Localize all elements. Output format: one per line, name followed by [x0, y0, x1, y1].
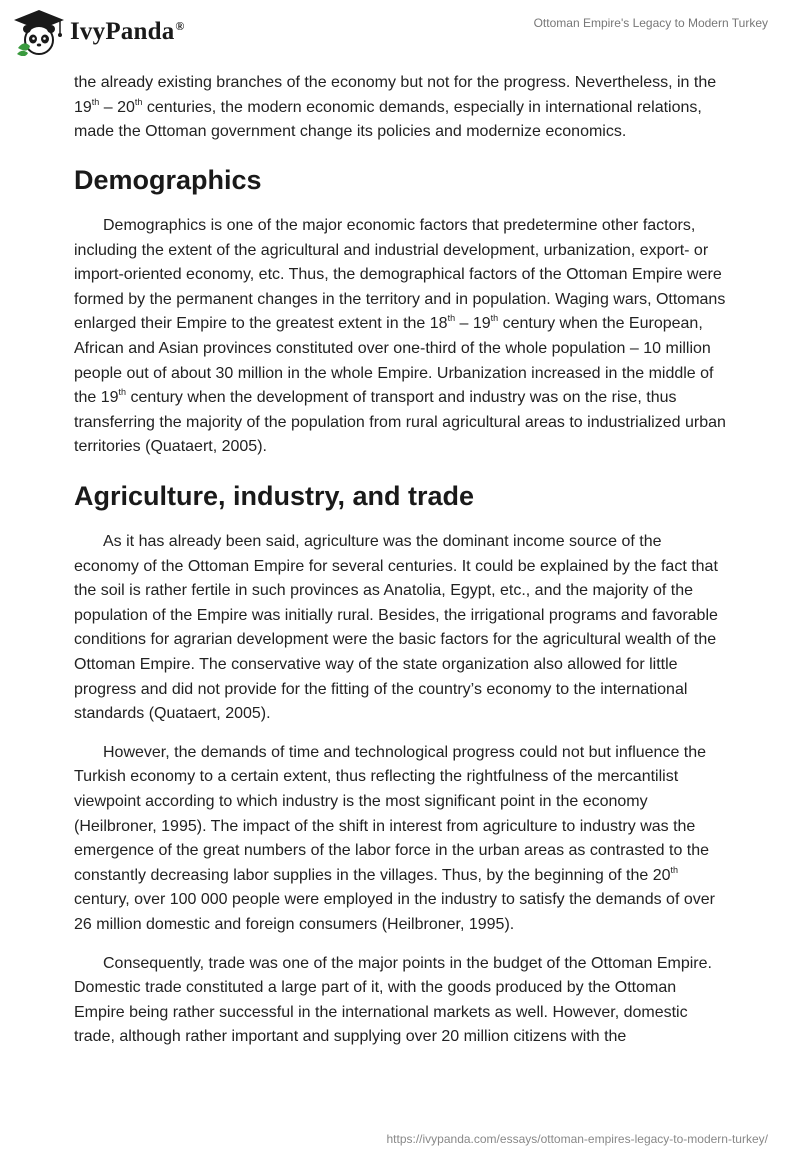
section-heading-agriculture: Agriculture, industry, and trade [74, 481, 475, 511]
demographics-paragraph: Demographics is one of the major economic factors that predetermine other factors, including the extent of the agricultural and industrial development, urbanization, export- or import-oriented economy, etc. Thus, the demographical factors of the Ottoman Empire were formed by the permanent changes in the territory and in population. Waging wars, Ottomans enlarged their Empire to the greatest extent in the 18th – 19th century when the European, African and Asian provinces constituted over one-third of the whole population – 10 million people out of about 30 million in the whole Empire. Urbanization increased in the middle of the 19th century when the development of transport and industry was on the rise, thus transferring the majority of the population from rural agricultural areas to industrialized urban territories (Quataert, 2005). [74, 217, 726, 456]
intro-block [74, 71, 728, 159]
source-url-link[interactable]: https://ivypanda.com/essays/ottoman-empires-legacy-to-modern-turkey/ [386, 1132, 768, 1146]
demographics-section [74, 214, 728, 474]
section-heading-demographics: Demographics [74, 165, 262, 195]
logo-text: IvyPanda® [70, 18, 185, 45]
page-header [0, 0, 800, 70]
agriculture-paragraph-3: Consequently, trade was one of the major points in the budget of the Ottoman Empire. Domestic trade constituted a large part of it, with the goods produced by the Ottoman Empire being rather successful in the international markets as well. However, domestic trade, although rather important and supplying over 20 million citizens with the [74, 954, 712, 1046]
ivypanda-logo[interactable] [12, 8, 185, 56]
document-title: Ottoman Empire's Legacy to Modern Turkey [533, 16, 768, 30]
agriculture-paragraph-2: However, the demands of time and technological progress could not but influence the Turkish economy to a certain extent, thus reflecting the rightfulness of the mercantilist viewpoint according to which industry is the most significant point in the economy (Heilbroner, 1995). The impact of the shift in interest from agriculture to industry was the emergence of the great numbers of the labor force in the urban areas as contrasted to the constantly decreasing labor supplies in the villages. Thus, by the beginning of the 20th century, over 100 000 people were employed in the industry to satisfy the demands of over 26 million domestic and foreign consumers (Heilbroner, 1995). [74, 743, 715, 933]
agriculture-section [74, 530, 728, 1064]
intro-paragraph: the already existing branches of the economy but not for the progress. Nevertheless, in the 19th – 20th centuries, the modern economic demands, especially in international relations, made the Ottoman government change its policies and modernize economics. [74, 74, 717, 141]
agriculture-paragraph-1: As it has already been said, agriculture was the dominant income source of the economy of the Ottoman Empire for several centuries. It could be explained by the fact that the soil is rather fertile in such provinces as Anatolia, Egypt, etc., and the majority of the population of the Empire was initially rural. Besides, the irrigational programs and favorable conditions for agrarian development were the basic factors for the agricultural wealth of the Ottoman Empire. The conservative way of the state organization also allowed for little progress and did not provide for the fitting of the country’s economy to the international standards (Quataert, 2005). [74, 533, 718, 723]
panda-graduate-icon [12, 8, 66, 56]
